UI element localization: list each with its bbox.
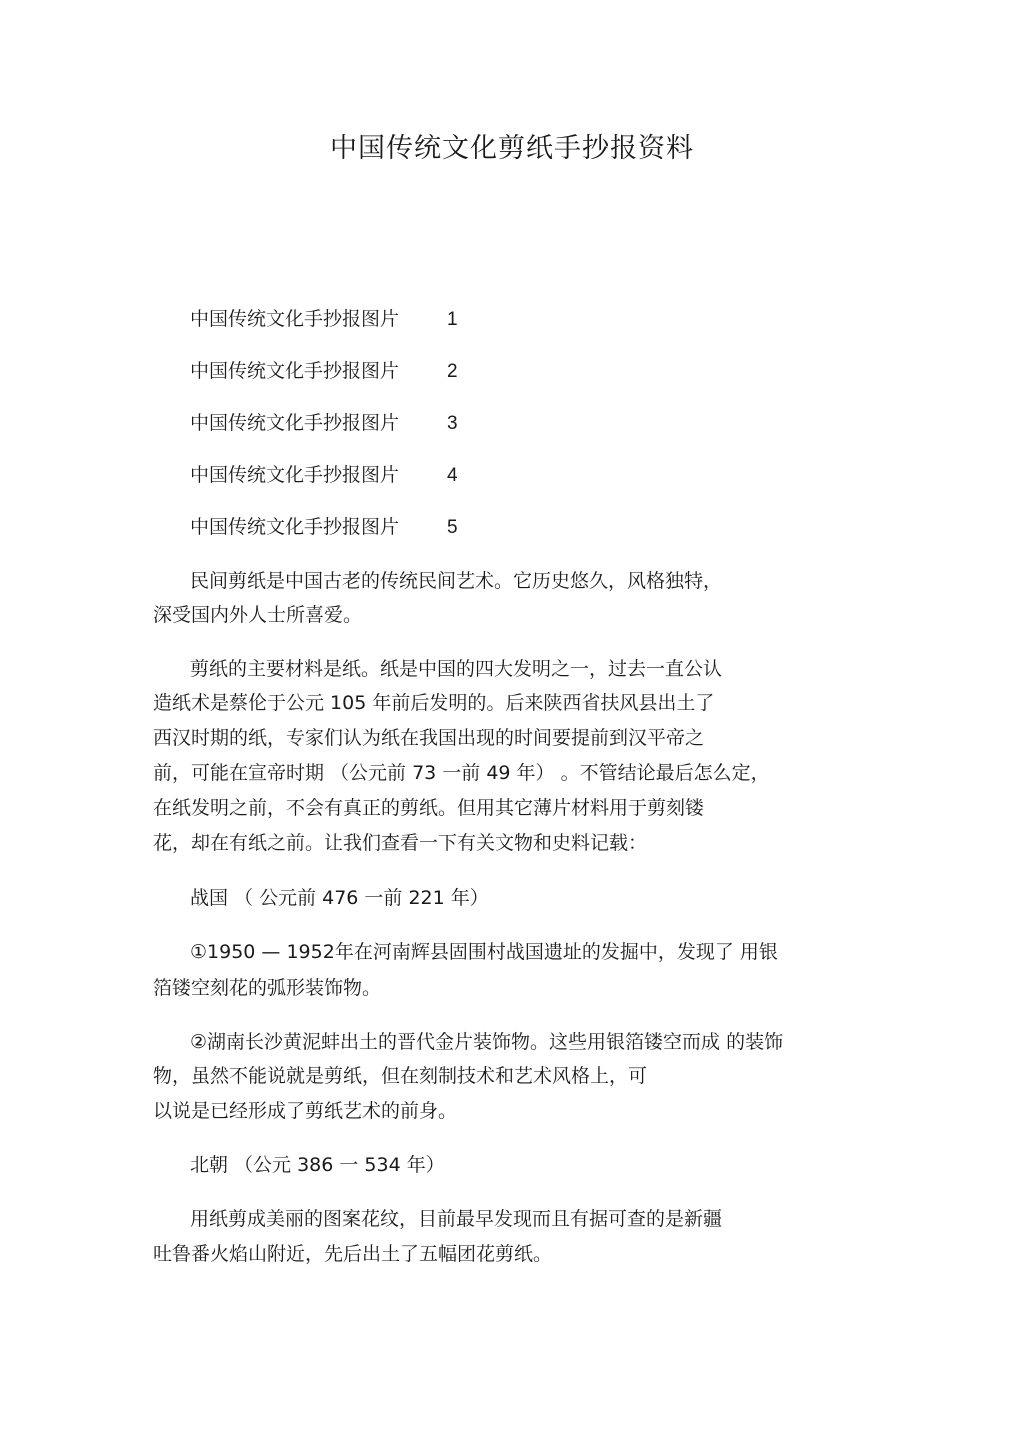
paragraph-line: 箔镂空刻花的弧形装饰物。 xyxy=(153,977,382,999)
toc-item xyxy=(190,515,458,540)
toc-item xyxy=(190,411,458,436)
toc-item xyxy=(190,359,458,384)
paragraph-line: 民间剪纸是中国古老的传统民间艺术。它历史悠久，风格独特， xyxy=(190,570,723,592)
paragraph-line: 造纸术是蔡伦于公元 105 年前后发明的。后来陕西省扶风县出土了 xyxy=(153,692,715,714)
toc-item-label: 中国传统文化手抄报图片 xyxy=(190,412,400,434)
paragraph-line: 剪纸的主要材料是纸。纸是中国的四大发明之一，过去一直公认 xyxy=(190,658,723,680)
paragraph-line: ②湖南长沙黄泥蚌出土的晋代金片装饰物。这些用银箔镂空而成 的装饰 xyxy=(190,1031,784,1053)
paragraph-line: 在纸发明之前，不会有真正的剪纸。但用其它薄片材料用于剪刻镂 xyxy=(153,797,705,819)
toc-item xyxy=(190,307,458,332)
toc-item xyxy=(190,463,458,488)
paragraph-line: 花，却在有纸之前。让我们查看一下有关文物和史料记载： xyxy=(153,832,648,854)
toc-item-number: 2 xyxy=(447,361,458,382)
toc-item-label: 中国传统文化手抄报图片 xyxy=(190,360,400,382)
toc-item-label: 中国传统文化手抄报图片 xyxy=(190,464,400,486)
paragraph-line: 用纸剪成美丽的图案花纹，目前最早发现而且有据可查的是新疆 xyxy=(190,1208,723,1230)
paragraph-line: ①1950 — 1952年在河南辉县固围村战国遗址的发掘中，发现了 用银 xyxy=(190,941,778,963)
toc-item-number: 3 xyxy=(447,413,458,434)
toc-item-number: 4 xyxy=(447,465,458,486)
toc-item-number: 1 xyxy=(447,309,458,330)
paragraph-line: 以说是已经形成了剪纸艺术的前身。 xyxy=(153,1100,458,1122)
toc-item-label: 中国传统文化手抄报图片 xyxy=(190,516,400,538)
paragraph-line: 物，虽然不能说就是剪纸，但在刻制技术和艺术风格上，可 xyxy=(153,1065,648,1087)
paragraph-line: 吐鲁番火焰山附近，先后出土了五幅团花剪纸。 xyxy=(153,1243,553,1265)
paragraph-line: 前，可能在宣帝时期 （公元前 73 一前 49 年） 。不管结论最后怎么定， xyxy=(153,762,770,784)
toc-item-label: 中国传统文化手抄报图片 xyxy=(190,308,400,330)
section-heading: 战国 （ 公元前 476 一前 221 年） xyxy=(190,887,489,909)
section-heading: 北朝 （公元 386 一 534 年） xyxy=(190,1154,445,1176)
paragraph-line: 西汉时期的纸，专家们认为纸在我国出现的时间要提前到汉平帝之 xyxy=(153,727,705,749)
paragraph-line: 深受国内外人士所喜爱。 xyxy=(153,604,363,626)
toc-item-number: 5 xyxy=(447,517,458,538)
document-title: 中国传统文化剪纸手抄报资料 xyxy=(330,133,694,164)
